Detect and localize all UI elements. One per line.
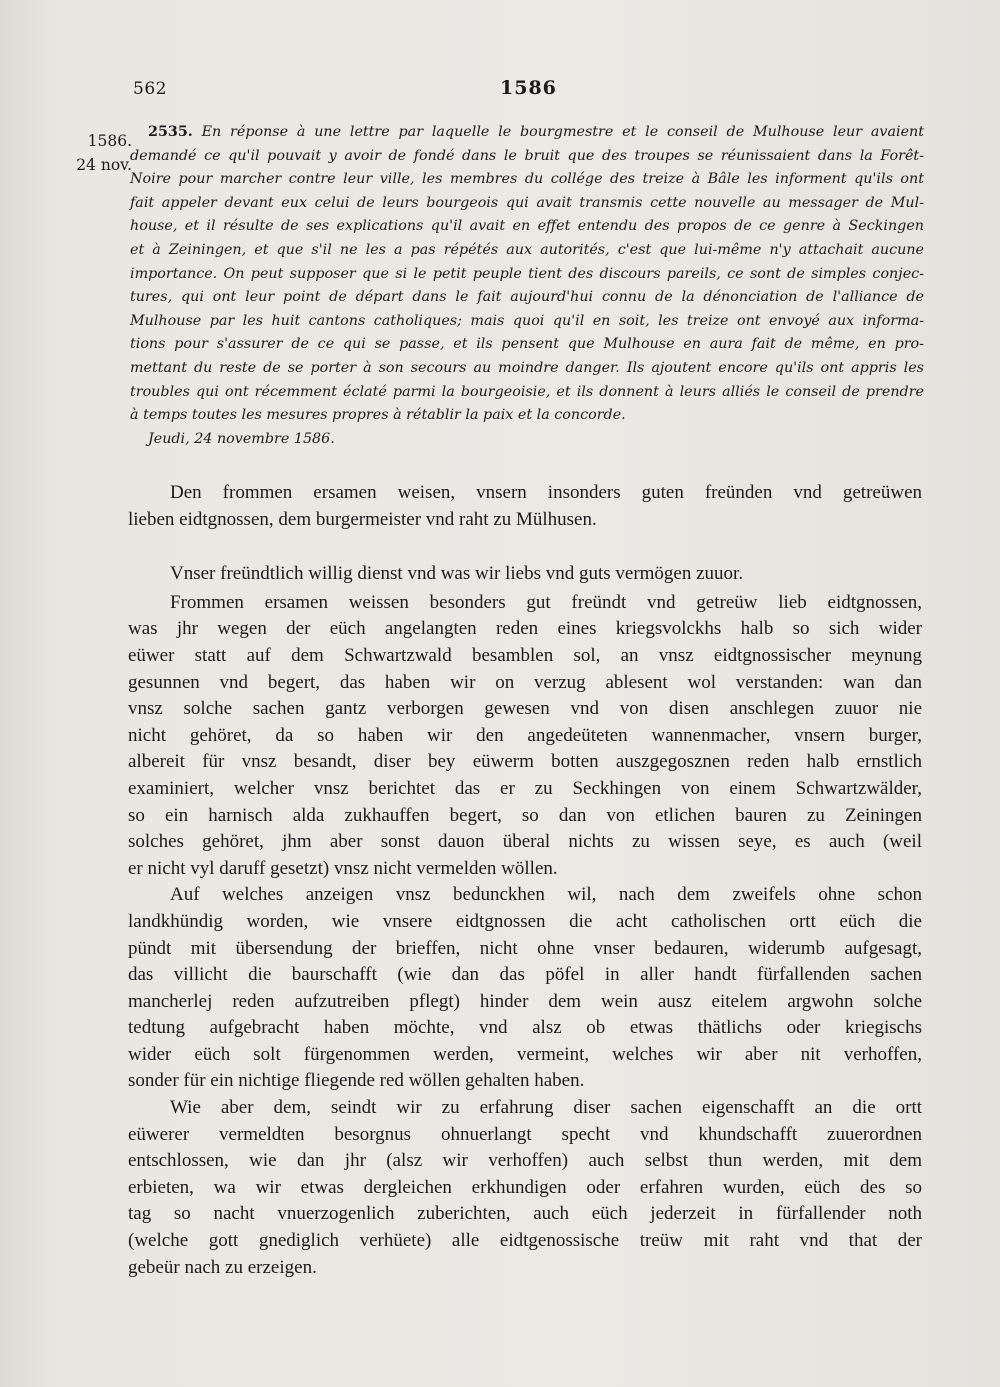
text-line: sonder für ein nichtige fliegende red wöllen gehalten haben. <box>128 1070 585 1092</box>
text-line: solches gehöret, jhm aber sonst dauon überal nichts zu wissen seye, es auch (weil <box>128 831 922 853</box>
text-line: gesunnen vnd begert, das haben wir on verzug ablesent wol verstanden: wan dan <box>128 671 922 693</box>
text-line: Frommen ersamen weissen besonders gut freündt vnd getreüw lieb eidtgnossen, <box>170 591 922 613</box>
regest-line: tions pour s'assurer de ce qui se passe, et ils pensent que Mulhouse en aura fait de même, en pro- <box>130 336 924 353</box>
text-line: so ein harnisch alda zukhauffen begert, so dan von etlichen bauren zu Zeiningen <box>128 804 922 826</box>
letter-address <box>128 480 922 533</box>
text-line: vnsz solche sachen gantz verborgen gewesen vnd von disen anschlegen zuuor nie <box>128 698 922 720</box>
text-line: Wie aber dem, seindt wir zu erfahrung diser sachen eigenschafft an die ortt <box>170 1097 922 1119</box>
margin-year: 1586. <box>87 132 132 150</box>
regest-line: Noire pour marcher contre leur ville, les membres du collége des treize à Bâle les informent qu'ils ont <box>130 171 924 188</box>
letter-paragraph-3 <box>128 1095 922 1281</box>
regest-line: Mulhouse par les huit cantons catholiques; mais quoi qu'il en soit, les treize ont envoyé aux informa- <box>130 312 924 329</box>
text-line: tedtung aufgebracht haben möchte, vnd alsz ob etwas thätlichs oder kriegischs <box>128 1017 922 1039</box>
letter-paragraph-1 <box>128 590 922 883</box>
text-line: landkhündig worden, wie vnsere eidtgnossen die acht catholischen ortt eüch die <box>128 910 922 932</box>
text-line: eüwerer vermeldten besorgnus ohnuerlangt specht vnd khundschafft zuuerordnen <box>128 1123 922 1145</box>
text-line: Den frommen ersamen weisen, vnsern insonders guten freünden vnd getreüwen <box>170 482 922 503</box>
text-line: tag so nacht vnuerzogenlich zuberichten, auch eüch jederzeit in fürfallender noth <box>128 1203 922 1225</box>
text-line: das villicht die baurschafft (wie dan das pöfel in aller handt fürfallenden sachen <box>128 964 922 986</box>
text-line: was jhr wegen der eüch angelangten reden eines kriegsvolckhs halb so sich wider <box>128 618 922 640</box>
letter-paragraph-2 <box>128 882 922 1095</box>
regest-summary <box>130 121 924 451</box>
text-line: (welche gott gnediglich verhüete) alle eidtgenossische treüw mit raht vnd that der <box>128 1230 922 1252</box>
running-head-year: 1586 <box>500 77 557 99</box>
page-number: 562 <box>133 79 167 99</box>
regest-line: fait appeler devant eux celui de leurs bourgeois qui avait transmis cette nouvelle au messager de Mul- <box>130 194 924 211</box>
text-line: Vnser freündtlich willig dienst vnd was wir liebs vnd guts vermögen zuuor. <box>170 563 744 585</box>
text-line: entschlossen, wie dan jhr (alsz wir verhoffen) auch selbst thun werden, mit dem <box>128 1150 922 1172</box>
regest-line: à temps toutes les mesures propres à rétablir la paix et la concorde. <box>130 407 626 424</box>
regest-line: house, et il résulte de ses explications qu'il avait en effet entendu des propos de ce genre à Seckingen <box>130 218 924 235</box>
text-line: albereit für vnsz besandt, diser bey eüwerm botten auszgegosznen reden halb ernstlich <box>128 751 922 773</box>
margin-date-note <box>52 129 132 177</box>
regest-line: troubles qui ont récemment éclaté parmi la bourgeoisie, et ils donnent à leurs alliés le conseil de prendre <box>130 383 924 400</box>
regest-line: 2535. En réponse à une lettre par laquelle le bourgmestre et le conseil de Mulhouse leur avaient <box>148 124 924 140</box>
regest-line: tures, qui ont leur point de départ dans le fait aujourd'hui connu de la dénonciation de l'alliance de <box>130 289 924 306</box>
text-line: nicht gehöret, da so haben wir den angedeüteten wannenmacher, vnsern burger, <box>128 724 922 746</box>
text-line: lieben eidtgnossen, dem burgermeister vnd raht zu Mülhusen. <box>128 508 597 530</box>
text-line: mancherlej reden aufzutreiben pflegt) hinder dem wein ausz eitelem argwohn solche <box>128 990 922 1012</box>
letter-text <box>128 480 922 1281</box>
letter-salutation <box>128 561 922 588</box>
text-line: er nicht vyl daruff gesetzt) vnsz nicht vermelden wöllen. <box>128 857 558 879</box>
text-line: eüwer statt auf dem Schwartzwald besamblen sol, an vnsz eidtgnossischer meynung <box>128 644 922 666</box>
regest-date: Jeudi, 24 novembre 1586. <box>148 430 335 447</box>
text-line: erbieten, wa wir etwas dergleichen erkhundigen oder erfahren wurden, eüch des so <box>128 1176 922 1198</box>
text-line: wider eüch solt fürgenommen werden, vermeint, welches wir aber nit verhoffen, <box>128 1043 922 1065</box>
text-line: Auf welches anzeigen vnsz bedunckhen wil, nach dem zweifels ohne schon <box>170 884 922 906</box>
text-line: gebeür nach zu erzeigen. <box>128 1256 317 1278</box>
margin-day: 24 nov. <box>76 156 132 174</box>
regest-line: importance. On peut supposer que si le petit peuple tient des discours pareils, ce sont de simples conjec- <box>130 265 924 282</box>
regest-line: mettant du reste de se porter à son secours au moindre danger. Ils ajoutent encore qu'ils ont appris les <box>130 359 924 376</box>
text-line: pündt mit übersendung der brieffen, nicht ohne vnser bedauren, widerumb aufgesagt, <box>128 937 922 959</box>
regest-line: demandé ce qu'il pouvait y avoir de fondé dans le bruit que des troupes se réunissaient dans la Forêt- <box>130 147 924 164</box>
regest-line: et à Zeiningen, et que s'il ne les a pas répétés aux autorités, c'est que lui-même n'y attachait aucune <box>130 241 924 258</box>
text-line: examiniert, welcher vnsz berichtet das er zu Seckhingen von einem Schwartzwälder, <box>128 777 922 799</box>
document-number: 2535. <box>148 124 193 140</box>
